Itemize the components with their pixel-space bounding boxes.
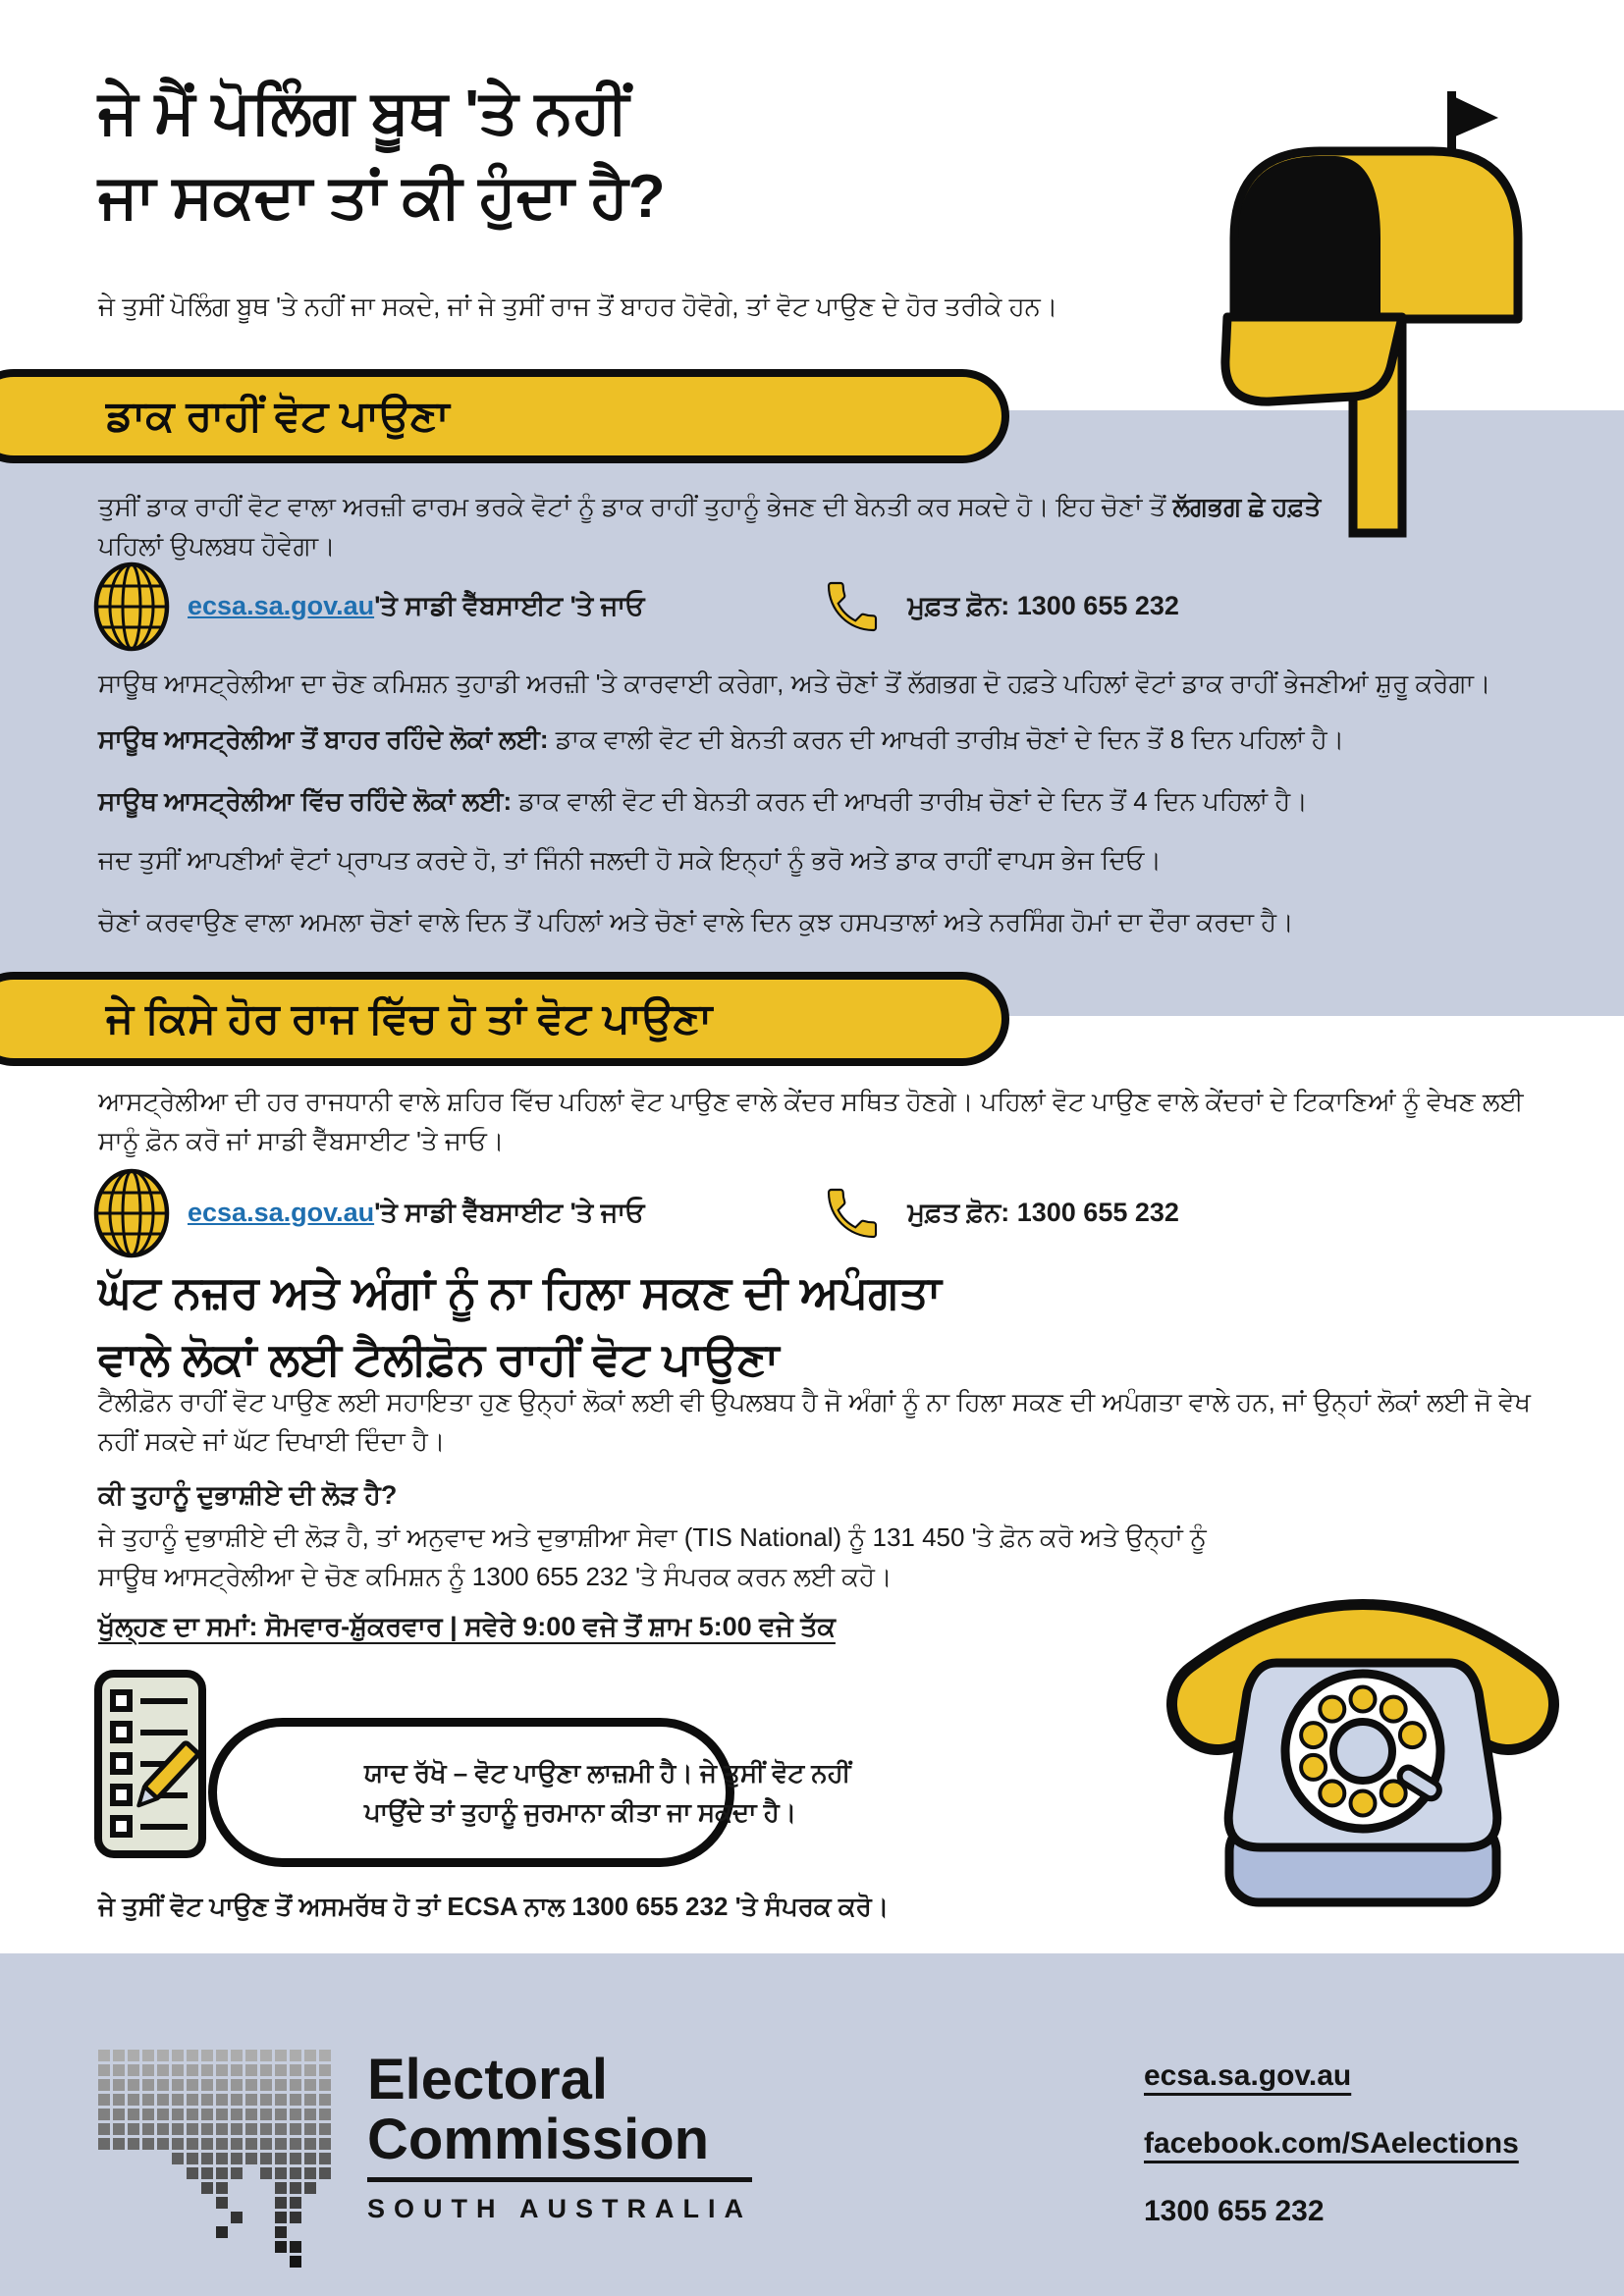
interpreter-paragraph: ਜੇ ਤੁਹਾਨੂੰ ਦੁਭਾਸ਼ੀਏ ਦੀ ਲੋੜ ਹੈ, ਤਾਂ ਅਨੁਵਾਦ ਅਤੇ ਦੁਭਾਸ਼ੀਆ ਸੇਵਾ (TIS National) ਨੂੰ 131 450 'ਤੇ ਫ਼ੋਨ ਕਰੋ ਅਤੇ ਉਨ੍ਹਾਂ ਨੂੰ ਸਾਊਥ ਆਸਟ੍ਰੇਲੀਆ ਦੇ ਚੋਣ ਕਮਿਸ਼ਨ ਨੂੰ 1300 655 232 'ਤੇ ਸੰਪਰਕ ਕਰਨ ਲਈ ਕਹੋ।: [98, 1522, 1207, 1591]
globe-icon: [93, 561, 170, 652]
reminder-callout: [208, 1718, 851, 1867]
postal-paragraph-apply-end: ਪਹਿਲਾਂ ਉਪਲਬਧ ਹੋਵੇਗਾ।: [98, 531, 336, 561]
section-banner-interstate: [0, 972, 1009, 1066]
contact-row-postal: [93, 561, 1179, 652]
logo-rule: [367, 2177, 752, 2182]
mailbox-flag: [1453, 96, 1498, 137]
freephone-text: ਮੁਫ਼ਤ ਫ਼ੋਨ: 1300 655 232: [907, 1198, 1179, 1227]
telephone-heading-line2: ਵਾਲੇ ਲੋਕਾਂ ਲਈ ਟੈਲੀਫ਼ੋਨ ਰਾਹੀਂ ਵੋਟ ਪਾਉਣਾ: [98, 1333, 780, 1384]
postal-paragraph-apply-bold: ਲੱਗਭਗ ਛੇ ਹਫ਼ਤੇ: [1172, 492, 1322, 521]
postal-paragraph-apply: [98, 487, 1384, 565]
website-link-suffix: 'ਤੇ ਸਾਡੀ ਵੈੱਬਸਾਈਟ 'ਤੇ ਜਾਓ: [374, 1198, 645, 1227]
section-banner-interstate-label: ਜੇ ਕਿਸੇ ਹੋਰ ਰਾਜ ਵਿੱਚ ਹੋ ਤਾਂ ਵੋਟ ਪਾਉਣਾ: [106, 994, 713, 1042]
postal-outside-label: ਸਾਊਥ ਆਸਟ੍ਰੇਲੀਆ ਤੋਂ ਬਾਹਰ ਰਹਿੰਦੇ ਲੋਕਾਂ ਲਈ:: [98, 724, 549, 754]
footer-website-link[interactable]: ecsa.sa.gov.au: [1144, 2059, 1352, 2092]
postal-paragraph-commission: ਸਾਊਥ ਆਸਟ੍ਰੇਲੀਆ ਦਾ ਚੋਣ ਕਮਿਸ਼ਨ ਤੁਹਾਡੀ ਅਰਜ਼ੀ 'ਤੇ ਕਾਰਵਾਈ ਕਰੇਗਾ, ਅਤੇ ਚੋਣਾਂ ਤੋਂ ਲੱਗਭਗ ਦੋ ਹਫ਼ਤੇ ਪਹਿਲਾਂ ਵੋਟਾਂ ਡਾਕ ਰਾਹੀਂ ਭੇਜਣੀਆਂ ਸ਼ੁਰੂ ਕਰੇਗਾ।: [98, 668, 1491, 698]
section-banner-postal-label: ਡਾਕ ਰਾਹੀਂ ਵੋਟ ਪਾਉਣਾ: [106, 392, 450, 440]
postal-paragraph-outside-sa: [98, 720, 1344, 759]
postal-inside-label: ਸਾਊਥ ਆਸਟ੍ਰੇਲੀਆ ਵਿੱਚ ਰਹਿੰਦੇ ਲੋਕਾਂ ਲਈ:: [98, 786, 513, 816]
postal-paragraph-receive: ਜਦ ਤੁਸੀਂ ਆਪਣੀਆਂ ਵੋਟਾਂ ਪ੍ਰਾਪਤ ਕਰਦੇ ਹੋ, ਤਾਂ ਜਿੰਨੀ ਜਲਦੀ ਹੋ ਸਕੇ ਇਨ੍ਹਾਂ ਨੂੰ ਭਰੋ ਅਤੇ ਡਾਕ ਰਾਹੀਂ ਵਾਪਸ ਭੇਜ ਦਿਓ।: [98, 845, 1162, 875]
logo-subtitle: SOUTH AUSTRALIA: [367, 2194, 752, 2223]
logo-word-commission: Commission: [367, 2108, 710, 2171]
telephone-heading-line1: ਘੱਟ ਨਜ਼ਰ ਅਤੇ ਅੰਗਾਂ ਨੂੰ ਨਾ ਹਿਲਾ ਸਕਣ ਦੀ ਅਪੰਗਤਾ: [98, 1266, 942, 1317]
postal-inside-text: ਡਾਕ ਵਾਲੀ ਵੋਟ ਦੀ ਬੇਨਤੀ ਕਰਨ ਦੀ ਆਖਰੀ ਤਾਰੀਖ਼ ਚੋਣਾਂ ਦੇ ਦਿਨ ਤੋਂ 4 ਦਿਨ ਪਹਿਲਾਂ ਹੈ।: [512, 786, 1308, 816]
page-title-line2: ਜਾ ਸਕਦਾ ਤਾਂ ਕੀ ਹੁੰਦਾ ਹੈ?: [98, 163, 666, 231]
telephone-paragraph: ਟੈਲੀਫ਼ੋਨ ਰਾਹੀਂ ਵੋਟ ਪਾਉਣ ਲਈ ਸਹਾਇਤਾ ਹੁਣ ਉਨ੍ਹਾਂ ਲੋਕਾਂ ਲਈ ਵੀ ਉਪਲਬਧ ਹੈ ਜੋ ਅੰਗਾਂ ਨੂੰ ਨਾ ਹਿਲਾ ਸਕਣ ਦੀ ਅਪੰਗਤਾ ਵਾਲੇ ਹਨ, ਜਾਂ ਉਨ੍ਹਾਂ ਲੋਕਾਂ ਲਈ ਜੋ ਵੇਖ ਨਹੀਂ ਸਕਦੇ ਜਾਂ ਘੱਟ ਦਿਖਾਈ ਦਿੰਦਾ ਹੈ।: [98, 1387, 1531, 1456]
intro-text: ਜੇ ਤੁਸੀਂ ਪੋਲਿੰਗ ਬੂਥ 'ਤੇ ਨਹੀਂ ਜਾ ਸਕਦੇ, ਜਾਂ ਜੇ ਤੁਸੀਂ ਰਾਜ ਤੋਂ ਬਾਹਰ ਹੋਵੋਗੇ, ਤਾਂ ਵੋਟ ਪਾਉਣ ਦੇ ਹੋਰ ਤਰੀਕੇ ਹਨ।: [98, 292, 1058, 321]
page-title: [98, 71, 666, 240]
opening-hours: ਖੁੱਲ੍ਹਣ ਦਾ ਸਮਾਂ: ਸੋਮਵਾਰ-ਸ਼ੁੱਕਰਵਾਰ | ਸਵੇਰੇ 9:00 ਵਜੇ ਤੋਂ ਸ਼ਾਮ 5:00 ਵਜੇ ਤੱਕ: [98, 1612, 836, 1641]
website-link-suffix: 'ਤੇ ਸਾਡੀ ਵੈੱਬਸਾਈਟ 'ਤੇ ਜਾਓ: [374, 591, 645, 620]
website-link[interactable]: ecsa.sa.gov.au: [188, 1198, 375, 1227]
postal-paragraph-inside-sa: [98, 781, 1308, 821]
page-title-line1: ਜੇ ਮੈਂ ਪੋਲਿੰਗ ਬੂਥ 'ਤੇ ਨਹੀਂ: [98, 79, 629, 146]
telephone-heading: [98, 1258, 942, 1392]
reminder-note-line2: ਪਾਉਂਦੇ ਤਾਂ ਤੁਹਾਨੂੰ ਜੁਰਮਾਨਾ ਕੀਤਾ ਜਾ ਸਕਦਾ ਹੈ।: [364, 1797, 797, 1827]
rotary-telephone-icon: [1159, 1569, 1581, 1953]
postal-paragraph-apply-text: ਤੁਸੀਂ ਡਾਕ ਰਾਹੀਂ ਵੋਟ ਵਾਲਾ ਅਰਜ਼ੀ ਫਾਰਮ ਭਰਕੇ ਵੋਟਾਂ ਨੂੰ ਡਾਕ ਰਾਹੀਂ ਤੁਹਾਨੂੰ ਭੇਜਣ ਦੀ ਬੇਨਤੀ ਕਰ ਸਕਦੇ ਹੋ। ਇਹ ਚੋਣਾਂ ਤੋਂ: [98, 492, 1173, 521]
section-banner-postal: [0, 369, 1009, 463]
postal-paragraph-staff-visits: ਚੋਣਾਂ ਕਰਵਾਉਣ ਵਾਲਾ ਅਮਲਾ ਚੋਣਾਂ ਵਾਲੇ ਦਿਨ ਤੋਂ ਪਹਿਲਾਂ ਅਤੇ ਚੋਣਾਂ ਵਾਲੇ ਦਿਨ ਕੁਝ ਹਸਪਤਾਲਾਂ ਅਤੇ ਨਰਸਿੰਗ ਹੋਮਾਂ ਦਾ ਦੌਰਾ ਕਰਦਾ ਹੈ।: [98, 907, 1294, 936]
footer-facebook-link[interactable]: facebook.com/SAelections: [1144, 2127, 1519, 2160]
phone-icon: [821, 575, 884, 638]
interpreter-question: ਕੀ ਤੁਹਾਨੂੰ ਦੁਭਾਸ਼ੀਏ ਦੀ ਲੋੜ ਹੈ?: [98, 1480, 398, 1510]
ecsa-logo: [98, 2050, 752, 2270]
footer-phone-number: 1300 655 232: [1144, 2195, 1325, 2227]
logo-word-electoral: Electoral: [367, 2048, 608, 2111]
contact-row-interstate: [93, 1168, 1179, 1258]
checklist-pencil-icon: [93, 1669, 241, 1860]
globe-icon: [93, 1168, 170, 1258]
reminder-note-line1: ਯਾਦ ਰੱਖੋ – ਵੋਟ ਪਾਉਣਾ ਲਾਜ਼ਮੀ ਹੈ। ਜੇ ਤੁਸੀਂ ਵੋਟ ਨਹੀਂ: [364, 1758, 851, 1788]
freephone-text: ਮੁਫ਼ਤ ਫ਼ੋਨ: 1300 655 232: [907, 591, 1179, 620]
sa-map-pixel-logo: [98, 2050, 334, 2270]
mailbox-icon: [1198, 83, 1532, 545]
postal-outside-text: ਡਾਕ ਵਾਲੀ ਵੋਟ ਦੀ ਬੇਨਤੀ ਕਰਨ ਦੀ ਆਖਰੀ ਤਾਰੀਖ਼ ਚੋਣਾਂ ਦੇ ਦਿਨ ਤੋਂ 8 ਦਿਨ ਪਹਿਲਾਂ ਹੈ।: [548, 724, 1345, 754]
ecsa-logo-text: [367, 2050, 752, 2224]
mailbox-door: [1225, 317, 1402, 401]
phone-dial-center: [1333, 1722, 1392, 1781]
website-link[interactable]: ecsa.sa.gov.au: [188, 591, 375, 620]
unable-to-vote-text: ਜੇ ਤੁਸੀਂ ਵੋਟ ਪਾਉਣ ਤੋਂ ਅਸਮਰੱਥ ਹੋ ਤਾਂ ECSA ਨਾਲ 1300 655 232 'ਤੇ ਸੰਪਰਕ ਕਰੋ।: [98, 1892, 890, 1921]
mailbox-opening: [1238, 156, 1380, 315]
interstate-paragraph: ਆਸਟ੍ਰੇਲੀਆ ਦੀ ਹਰ ਰਾਜਧਾਨੀ ਵਾਲੇ ਸ਼ਹਿਰ ਵਿੱਚ ਪਹਿਲਾਂ ਵੋਟ ਪਾਉਣ ਵਾਲੇ ਕੇਂਦਰ ਸਥਿਤ ਹੋਣਗੇ। ਪਹਿਲਾਂ ਵੋਟ ਪਾਉਣ ਵਾਲੇ ਕੇਂਦਰਾਂ ਦੇ ਟਿਕਾਣਿਆਂ ਨੂੰ ਵੇਖਣ ਲਈ ਸਾਨੂੰ ਫ਼ੋਨ ਕਰੋ ਜਾਂ ਸਾਡੀ ਵੈੱਬਸਾਈਟ 'ਤੇ ਜਾਓ।: [98, 1087, 1524, 1155]
phone-icon: [821, 1182, 884, 1245]
